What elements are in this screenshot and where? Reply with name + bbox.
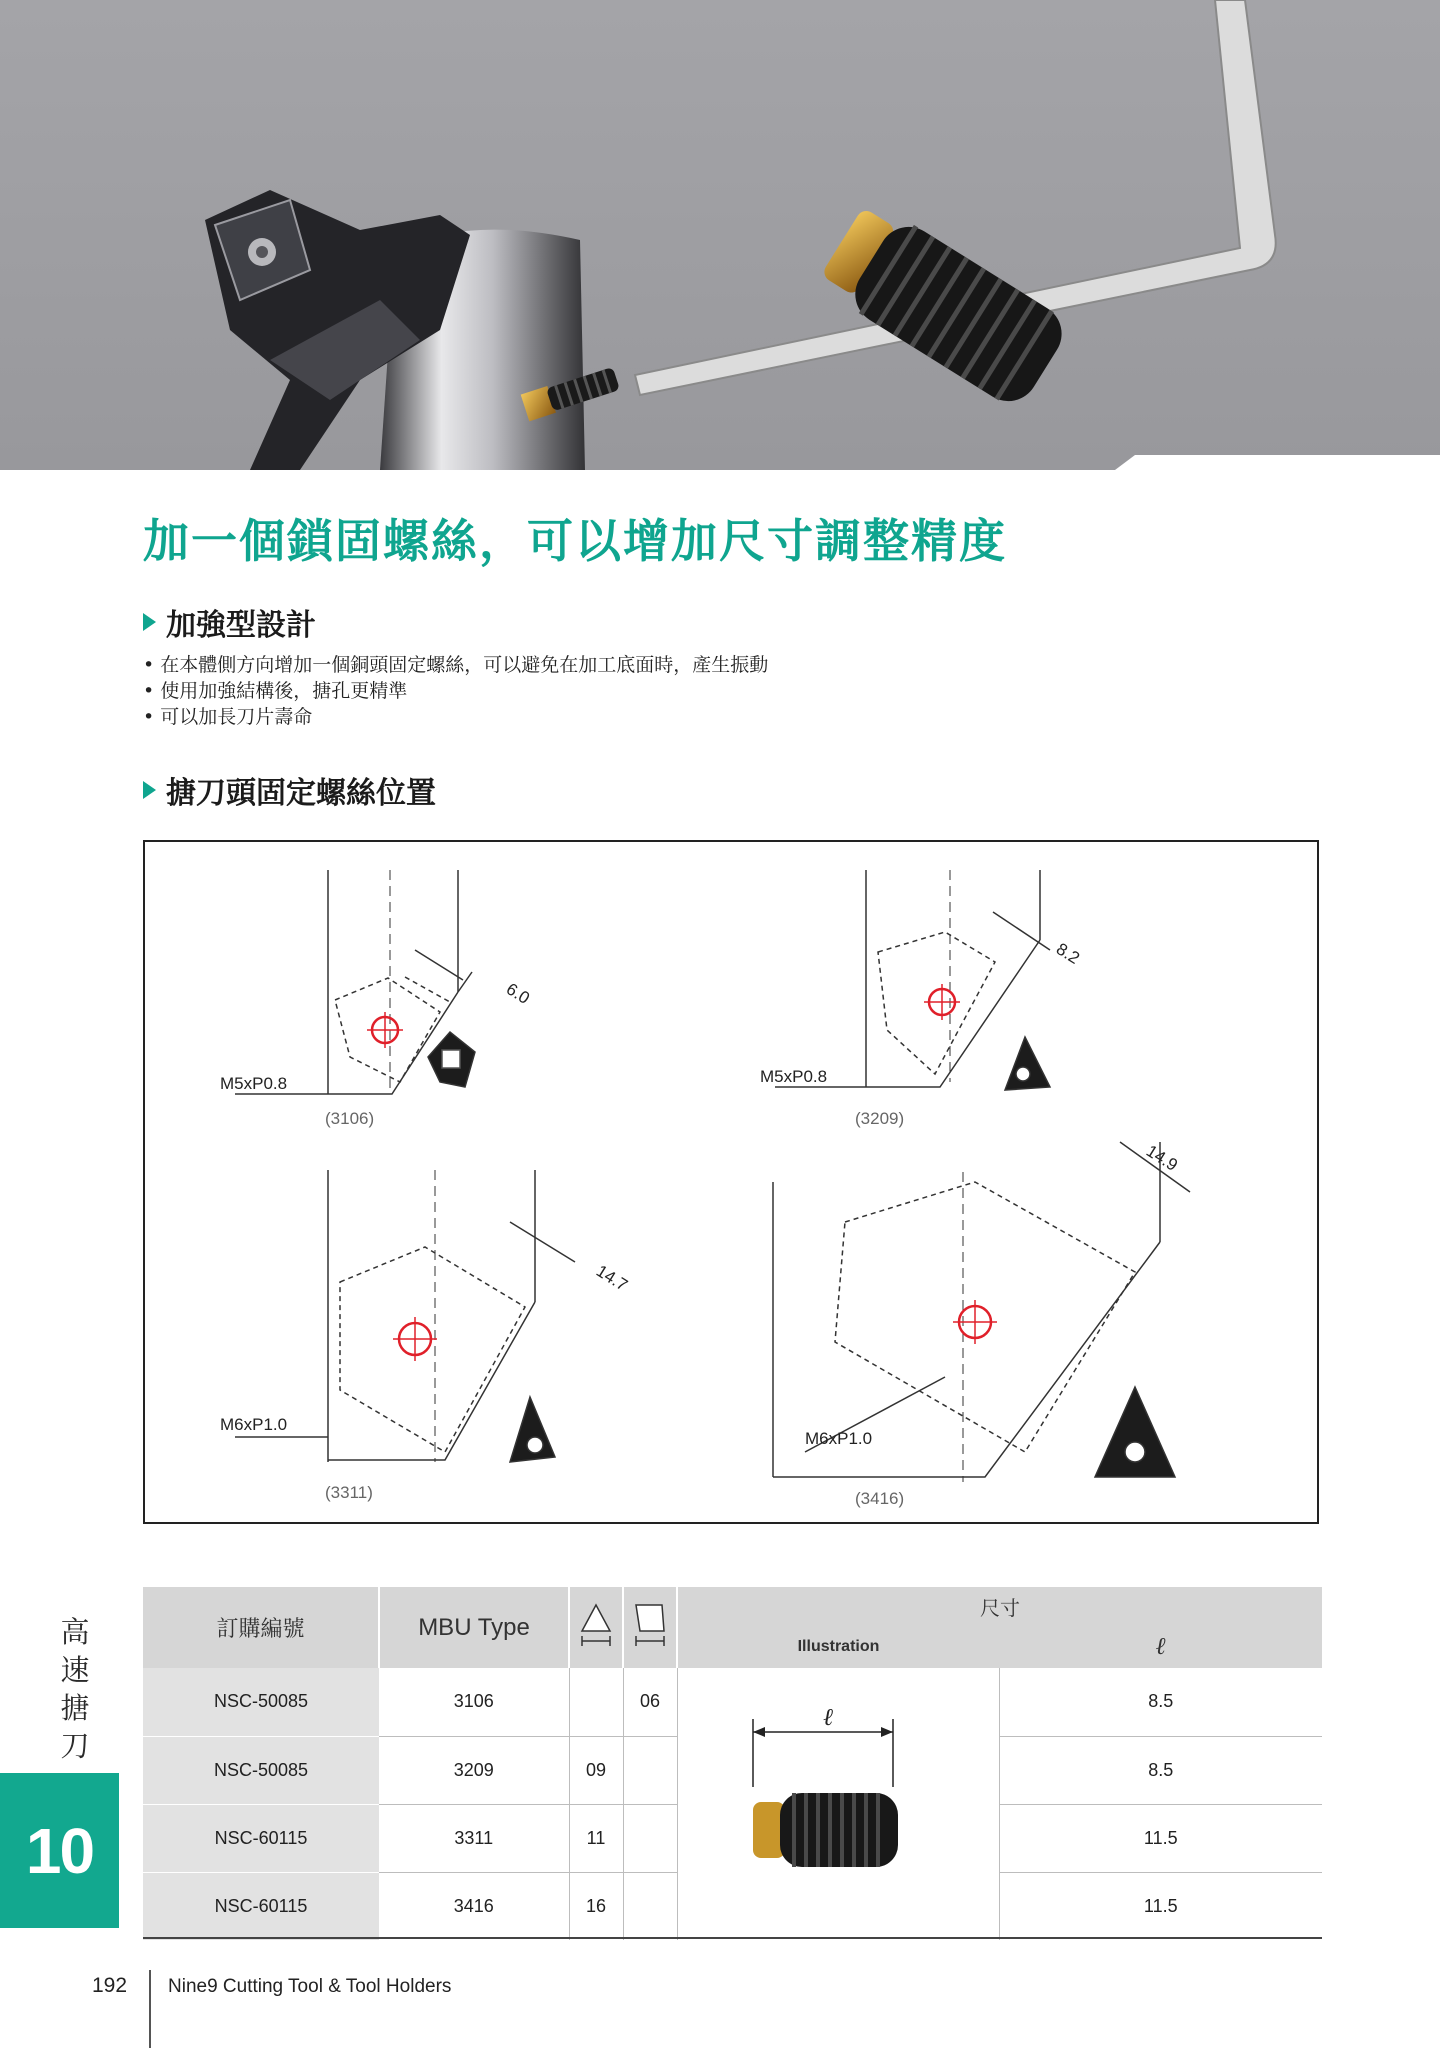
header-order-no: 訂購編號 — [143, 1587, 379, 1668]
screw-position-diagrams — [143, 840, 1319, 1524]
chapter-number: 10 — [0, 1773, 119, 1928]
section-heading-reinforced-design — [143, 600, 316, 644]
side-tab-char: 速 — [60, 1653, 90, 1687]
diagram-drawings — [145, 842, 1321, 1526]
order-no-cell: NSC-50085 — [143, 1668, 379, 1736]
thread-label: M6xP1.0 — [220, 1415, 288, 1434]
footer-title: Nine9 Cutting Tool & Tool Holders — [168, 1976, 452, 1997]
mbu-type-cell: 3106 — [379, 1668, 569, 1736]
length-cell: 8.5 — [999, 1668, 1322, 1736]
diagram-code: (3311) — [325, 1483, 373, 1502]
triangle-size-cell: 11 — [569, 1804, 623, 1872]
feature-bullet: • 在本體側方向增加一個銅頭固定螺絲，可以避免在加工底面時，產生振動 — [143, 652, 768, 678]
triangle-size-cell — [569, 1668, 623, 1736]
thread-label: M5xP0.8 — [220, 1074, 288, 1093]
square-size-cell — [623, 1736, 677, 1804]
dimension-label: 8.2 — [1052, 939, 1083, 968]
side-tab-category — [60, 1613, 90, 1765]
diagram-3106 — [235, 870, 475, 1094]
screw-illustration — [738, 1687, 938, 1917]
header-size: 尺寸 — [677, 1587, 1322, 1625]
order-no-cell: NSC-60115 — [143, 1872, 379, 1940]
table-row — [143, 1668, 1322, 1736]
dimension-label: 14.9 — [1142, 1141, 1182, 1175]
square-size-cell — [623, 1872, 677, 1940]
feature-bullet: • 可以加長刀片壽命 — [143, 704, 768, 730]
section-heading-text: 加強型設計 — [166, 608, 316, 643]
hero-photo — [0, 0, 1440, 470]
order-no-cell: NSC-50085 — [143, 1736, 379, 1804]
header-illustration: Illustration — [677, 1625, 999, 1668]
header-mbu-type: MBU Type — [379, 1587, 569, 1668]
section-heading-screw-position — [143, 768, 436, 812]
length-label: ℓ — [823, 1702, 833, 1731]
length-cell: 11.5 — [1143, 1895, 1178, 1916]
play-triangle-icon — [143, 613, 156, 631]
triangle-size-cell: 09 — [569, 1736, 623, 1804]
thread-label: M5xP0.8 — [760, 1067, 828, 1086]
diagram-3209 — [775, 870, 1050, 1090]
header-triangle-insert — [569, 1587, 623, 1668]
feature-bullet: • 使用加強結構後，搪孔更精準 — [143, 678, 768, 704]
side-tab-char: 搪 — [60, 1691, 90, 1725]
diagram-code: (3416) — [855, 1489, 905, 1508]
square-size-cell — [623, 1804, 677, 1872]
header-length: ℓ — [999, 1625, 1322, 1668]
diagram-code: (3106) — [325, 1109, 375, 1128]
square-size-cell: 06 — [623, 1668, 677, 1736]
feature-bullet-list — [143, 652, 768, 730]
mbu-type-cell: 3311 — [379, 1804, 569, 1872]
spec-table — [143, 1587, 1322, 1940]
table-bottom-rule — [143, 1937, 1322, 1939]
order-no-cell: NSC-60115 — [143, 1804, 379, 1872]
square-insert-icon — [632, 1601, 668, 1649]
mbu-type-cell: 3209 — [379, 1736, 569, 1804]
triangle-insert-icon — [578, 1601, 614, 1649]
diagram-code: (3209) — [855, 1109, 905, 1128]
screw-illustration-cell — [677, 1668, 999, 1940]
page-number: 192 — [92, 1974, 128, 1997]
triangle-size-cell: 16 — [569, 1872, 623, 1940]
mbu-type-cell: 3416 — [379, 1872, 569, 1940]
header-square-insert — [623, 1587, 677, 1668]
play-triangle-icon — [143, 781, 156, 799]
dimension-label: 14.7 — [592, 1261, 632, 1295]
dimension-label: 6.0 — [502, 979, 533, 1008]
thread-label: M6xP1.0 — [805, 1429, 873, 1448]
length-cell: 11.5 — [999, 1804, 1322, 1872]
side-tab-char: 刀 — [60, 1729, 90, 1763]
side-tab-char: 高 — [60, 1615, 90, 1649]
hero-illustration — [0, 0, 1440, 470]
section-heading-text: 搪刀頭固定螺絲位置 — [166, 776, 436, 811]
length-cell: 8.5 — [999, 1736, 1322, 1804]
footer-divider — [149, 1970, 151, 2048]
page-headline: 加一個鎖固螺絲，可以增加尺寸調整精度 — [143, 514, 1007, 568]
